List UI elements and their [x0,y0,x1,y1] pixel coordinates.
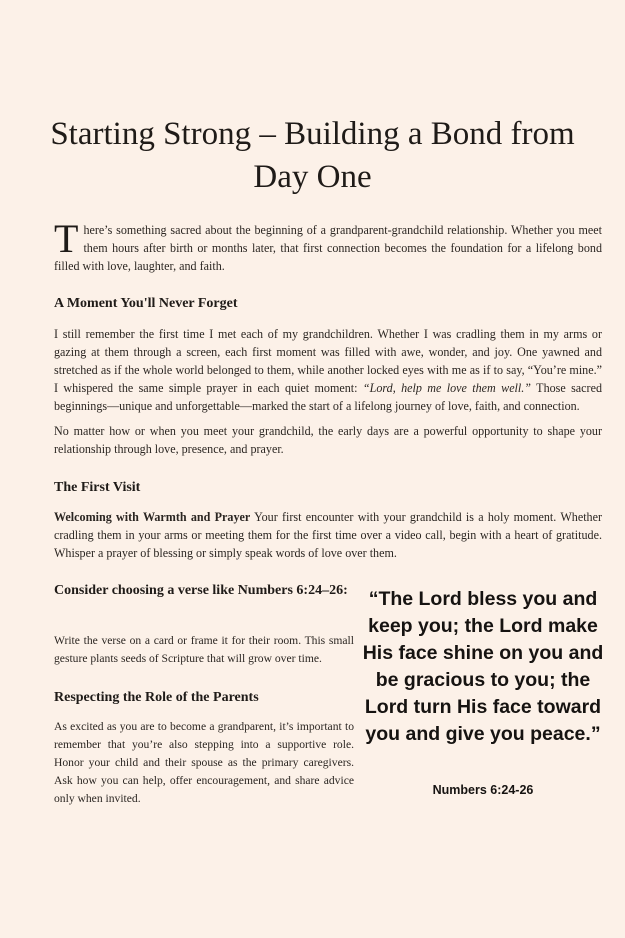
moment-prayer: “Lord, help me love them well.” [362,381,532,395]
first-visit-text: Your first encounter with your grandchild is a holy moment. Whether cradling them in your arms or meeting them for the first time over a video call, begin with a heart of gratitude. Whisper a prayer of blessing or simply speak words of love over them. [54,510,602,560]
verse-paragraph: Write the verse on a card or frame it for their room. This small gesture plants seeds of Scripture that will grow over time. [54,634,354,665]
parents-paragraph: As excited as you are to become a grandparent, it’s important to remember that you’re also stepping into a supportive role. Honor your child and their spouse as the primary caregivers. Ask how you can help, offer encouragement, and share advice only when invited. [54,720,354,805]
moment-paragraph-1 [54,325,602,415]
intro-paragraph [54,216,602,275]
first-visit-lead: Welcoming with Warmth and Prayer [54,510,251,524]
drop-cap: T [54,216,79,261]
first-visit-paragraph [54,508,602,562]
scripture-quote: “The Lord bless you and keep you; the Lord make His face shine on you and be gracious to you; the Lord turn His face toward you and give you peace.” [362,588,604,745]
intro-text: here’s something sacred about the beginning of a grandparent-grandchild relationship. Whether you meet them hours after birth or months later, that first connection becomes the foundation for a lifelong bond filled with love, laughter, and faith. [54,223,602,273]
moment-text-after: Those sacred beginnings—unique and unforgettable—marked the start of a lifelong journey of love, faith, and connection. [54,381,602,413]
moment-text-before: I still remember the first time I met each of my grandchildren. Whether I was cradling them in my arms or gazing at them through a screen, each first moment was filled with awe, wonder, and joy. One yawned and stretched as if the whole world belonged to them, while another locked eyes with me as if to say, “You’re mine.” I whispered the same simple prayer in each quiet moment: [54,327,602,395]
page-title: Starting Strong – Building a Bond from Day One [50,116,575,195]
moment-paragraph-2: No matter how or when you meet your grandchild, the early days are a powerful opportunity to shape your relationship through love, presence, and prayer. [54,424,602,456]
section-heading-first-visit: The First Visit [54,480,141,495]
section-heading-verse: Consider choosing a verse like Numbers 6:24–26: [54,583,348,598]
scripture-citation: Numbers 6:24-26 [432,783,534,797]
section-heading-moment: A Moment You'll Never Forget [54,296,238,311]
section-heading-parents: Respecting the Role of the Parents [54,690,259,705]
